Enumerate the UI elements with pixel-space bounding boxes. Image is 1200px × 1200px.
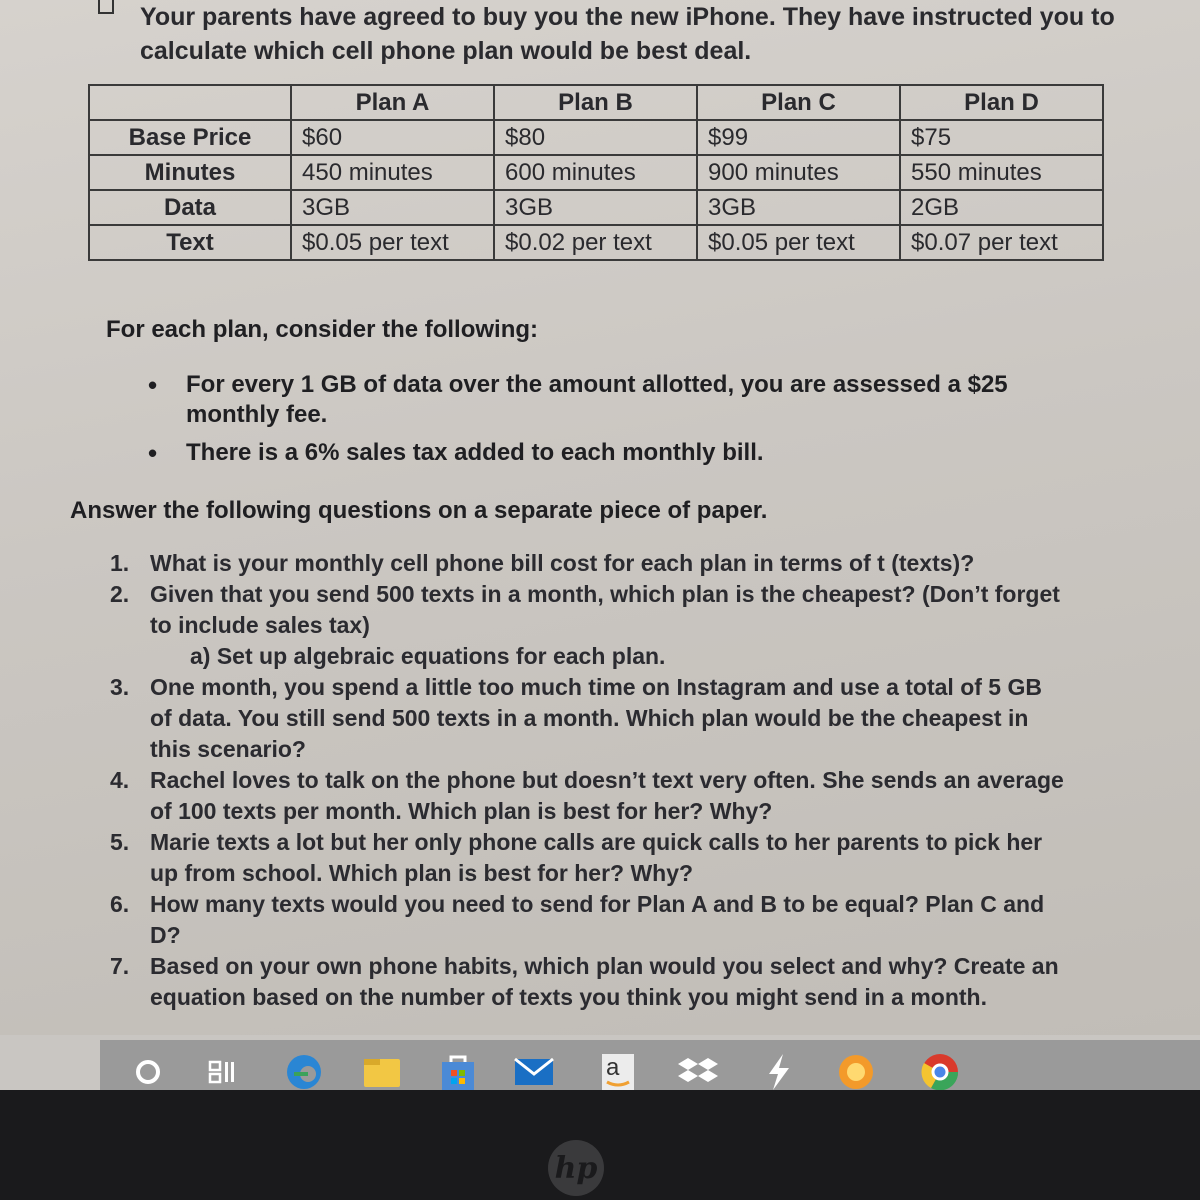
table-row [89,120,1103,155]
list-item [110,827,1070,889]
table-cell: 450 minutes [291,155,494,190]
amazon-icon[interactable] [596,1050,640,1094]
question-number: 2. [110,581,130,607]
row-label: Data [89,190,291,225]
firefox-icon[interactable] [834,1050,878,1094]
table-cell: 2GB [900,190,1103,225]
table-header-row [89,85,1103,120]
question-number: 3. [110,674,130,700]
mail-icon[interactable] [512,1050,556,1094]
table-cell: 550 minutes [900,155,1103,190]
table-cell: 3GB [291,190,494,225]
question-text: Given that you send 500 texts in a month, which plan is the cheapest? (Don’t forget to include sales tax) [150,581,1060,638]
list-item [110,672,1070,765]
list-item: • There is a 6% sales tax added to each monthly bill. [148,438,1066,468]
answer-heading: Answer the following questions on a separate piece of paper. [70,497,768,524]
task-view-icon[interactable] [200,1050,244,1094]
table-cell: 600 minutes [494,155,697,190]
list-item [110,548,1070,579]
question-text: How many texts would you need to send for Plan A and B to be equal? Plan C and D? [150,891,1045,948]
table-cell: $0.07 per text [900,225,1103,260]
sub-question: a) Set up algebraic equations for each plan. [190,643,666,669]
question-number: 7. [110,953,130,979]
intro-text [140,0,1115,68]
intro-line-2: calculate which cell phone plan would be best deal. [140,37,752,65]
list-item [110,889,1070,951]
store-icon[interactable] [436,1050,480,1094]
chrome-icon[interactable] [918,1050,962,1094]
cortana-circle-icon[interactable] [126,1050,170,1094]
hp-logo: hp [548,1140,604,1196]
question-number: 4. [110,767,130,793]
list-item [110,951,1070,1013]
table-cell: $75 [900,120,1103,155]
table-row [89,190,1103,225]
laptop-bezel [0,1090,1200,1200]
table-cell: $0.05 per text [697,225,900,260]
table-cell: $99 [697,120,900,155]
question-text: Marie texts a lot but her only phone calls are quick calls to her parents to pick her up from school. Which plan is best for her? Why? [150,829,1043,886]
header-plan-b: Plan B [494,85,697,120]
consider-heading: For each plan, consider the following: [106,316,539,343]
checkbox-bullet-icon [98,0,114,14]
question-number: 6. [110,891,130,917]
table-cell: $0.05 per text [291,225,494,260]
header-plan-c: Plan C [697,85,900,120]
bullet-list [148,370,1066,476]
dropbox-icon[interactable] [676,1050,720,1094]
table-cell: $80 [494,120,697,155]
question-number: 5. [110,829,130,855]
table-row [89,155,1103,190]
row-label: Base Price [89,120,291,155]
plans-table [88,84,1104,261]
header-plan-d: Plan D [900,85,1103,120]
question-text: Based on your own phone habits, which plan would you select and why? Create an equation based on the number of texts you think you might send in a month. [150,953,1059,1010]
intro-line-1: Your parents have agreed to buy you the new iPhone. They have instructed you to [140,3,1115,31]
row-label: Text [89,225,291,260]
table-cell: $60 [291,120,494,155]
edge-icon[interactable] [282,1050,326,1094]
question-text: Rachel loves to talk on the phone but doesn’t text very often. She sends an average of 100 texts per month. Which plan is best for her? Why? [150,767,1064,824]
file-explorer-icon[interactable] [360,1050,404,1094]
table-cell: 900 minutes [697,155,900,190]
table-cell: 3GB [697,190,900,225]
list-item [110,765,1070,827]
row-label: Minutes [89,155,291,190]
table-cell: 3GB [494,190,697,225]
amazon-glyph: a [606,1054,620,1081]
question-text: One month, you spend a little too much time on Instagram and use a total of 5 GB of data. You still send 500 texts in a month. Which plan would be the cheapest in this scenario? [150,674,1042,762]
question-number: 1. [110,550,130,576]
list-item [110,579,1070,641]
list-item: • For every 1 GB of data over the amount allotted, you are assessed a $25 monthly fee. [148,370,1066,430]
table-cell: $0.02 per text [494,225,697,260]
bolt-icon[interactable] [756,1050,800,1094]
header-plan-a: Plan A [291,85,494,120]
table-corner-cell [89,85,291,120]
question-list [110,548,1070,1013]
table-row [89,225,1103,260]
question-text: What is your monthly cell phone bill cost for each plan in terms of t (texts)? [150,550,975,576]
